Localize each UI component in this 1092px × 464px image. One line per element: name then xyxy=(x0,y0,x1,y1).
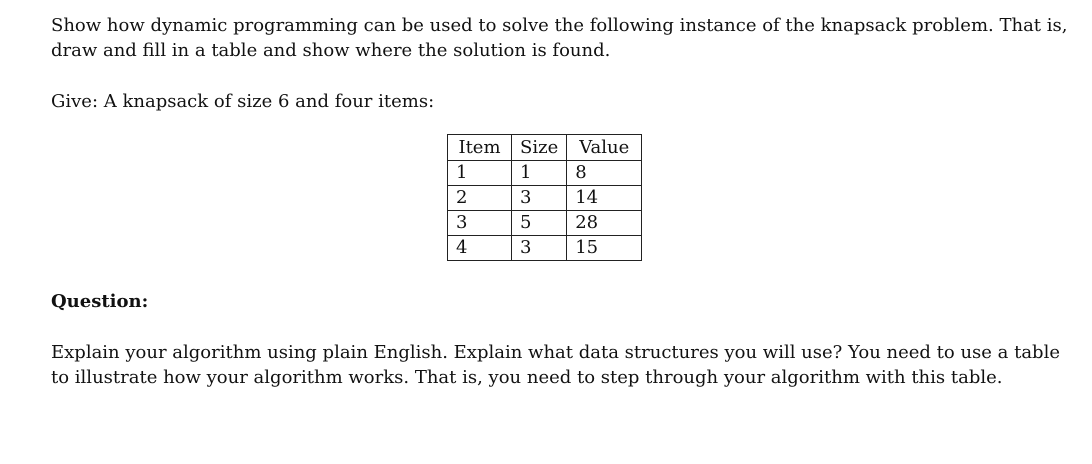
cell-item: 2 xyxy=(448,186,512,211)
header-size: Size xyxy=(512,135,567,161)
table-header-row xyxy=(448,135,642,161)
question-paragraph xyxy=(51,340,1060,390)
cell-value: 14 xyxy=(567,186,642,211)
question-line-1: Explain your algorithm using plain English. Explain what data structures you will use? You need to use a table xyxy=(51,342,1060,363)
header-value: Value xyxy=(567,135,642,161)
cell-item: 4 xyxy=(448,236,512,261)
cell-size: 3 xyxy=(512,186,567,211)
question-heading: Question: xyxy=(51,291,149,312)
cell-value: 15 xyxy=(567,236,642,261)
cell-item: 3 xyxy=(448,211,512,236)
intro-paragraph xyxy=(51,13,1068,63)
question-line-2: to illustrate how your algorithm works. That is, you need to step through your algorithm with this table. xyxy=(51,367,1003,388)
intro-line-2: draw and fill in a table and show where the solution is found. xyxy=(51,40,611,61)
table-row xyxy=(448,211,642,236)
table-row xyxy=(448,236,642,261)
cell-size: 3 xyxy=(512,236,567,261)
cell-size: 5 xyxy=(512,211,567,236)
table-row xyxy=(448,161,642,186)
cell-value: 8 xyxy=(567,161,642,186)
header-item: Item xyxy=(448,135,512,161)
cell-value: 28 xyxy=(567,211,642,236)
items-table xyxy=(447,134,642,261)
cell-size: 1 xyxy=(512,161,567,186)
given-statement: Give: A knapsack of size 6 and four items: xyxy=(51,91,435,112)
table-row xyxy=(448,186,642,211)
cell-item: 1 xyxy=(448,161,512,186)
intro-line-1: Show how dynamic programming can be used to solve the following instance of the knapsack problem. That is, xyxy=(51,15,1068,36)
